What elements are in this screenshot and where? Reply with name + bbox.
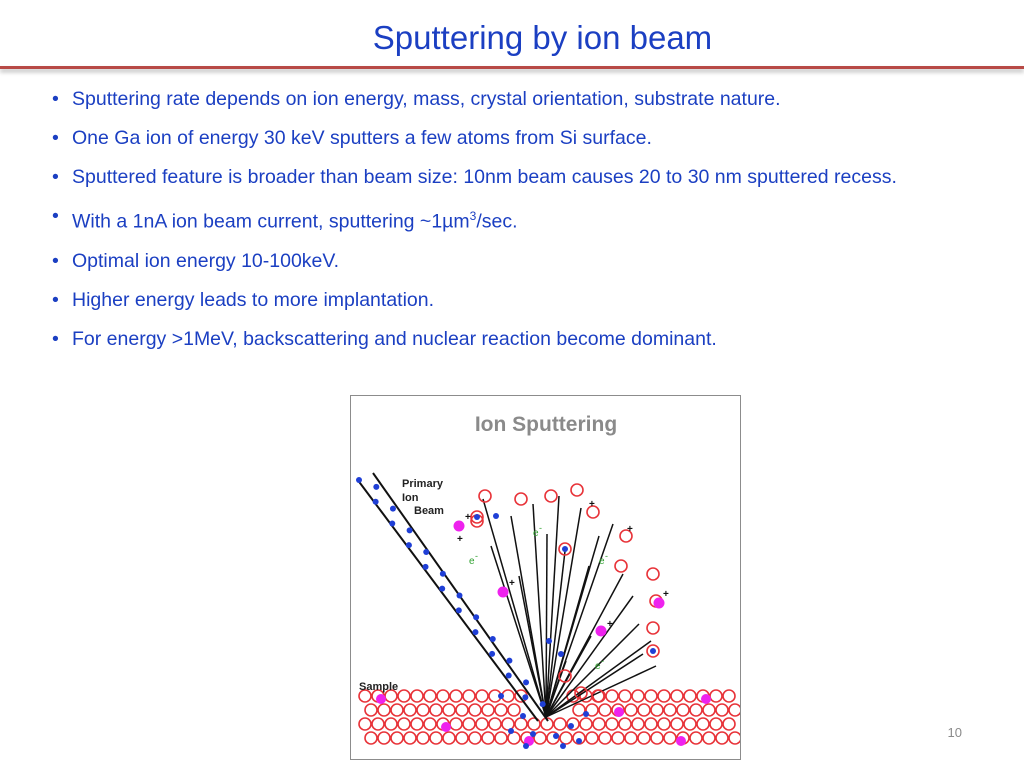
bullet-item (52, 246, 992, 276)
lattice-atom (411, 718, 423, 730)
beam-ion (373, 499, 379, 505)
lattice-atom (482, 732, 494, 744)
beam-ion (506, 673, 512, 679)
beam-ion (457, 593, 463, 599)
beam-ion (473, 614, 479, 620)
lattice-atom (365, 732, 377, 744)
bullet-text: Sputtered feature is broader than beam size: 10nm beam causes 20 to 30 nm sputtered recess. (72, 166, 897, 188)
sputtered-atom (545, 490, 557, 502)
lattice-atom (703, 704, 715, 716)
bullet-dot-icon: • (52, 127, 59, 149)
bullet-text: /sec. (476, 210, 518, 233)
lattice-atom (632, 718, 644, 730)
bullet-item (52, 324, 992, 354)
implanted-ion (676, 736, 686, 746)
beam-ion (440, 571, 446, 577)
bullet-item (52, 162, 992, 192)
lattice-atom (651, 732, 663, 744)
lattice-atom (508, 704, 520, 716)
sputtered-ion-core (474, 514, 480, 520)
lattice-atom (716, 704, 728, 716)
lattice-atom (684, 718, 696, 730)
beam-ion (373, 484, 379, 490)
lattice-atom (365, 704, 377, 716)
blue-particle (583, 711, 589, 717)
electron-label: e (599, 556, 605, 567)
lattice-atom (638, 732, 650, 744)
beam-label-line-2: Ion (402, 492, 419, 504)
lattice-atom (502, 718, 514, 730)
bullet-text: For energy >1MeV, backscattering and nuclear reaction become dominant. (72, 327, 717, 350)
bullet-text: Sputtering rate depends on ion energy, mass, crystal orientation, substrate nature. (72, 88, 781, 110)
lattice-atom (599, 704, 611, 716)
lattice-atom (515, 718, 527, 730)
beam-label-line-1: Primary (402, 478, 443, 490)
lattice-atom (645, 690, 657, 702)
blue-particle (508, 728, 514, 734)
beam-ion (506, 658, 512, 664)
bullet-dot-icon: • (52, 166, 59, 188)
sputtered-atom (571, 484, 583, 496)
bullet-item (52, 285, 992, 315)
lattice-atom (677, 704, 689, 716)
lattice-atom (476, 690, 488, 702)
figure-title: Ion Sputtering (474, 413, 618, 436)
beam-ion (472, 629, 478, 635)
sputtered-ion-core (650, 648, 656, 654)
lattice-atom (398, 690, 410, 702)
implanted-ion (441, 722, 451, 732)
sputtered-atom (615, 560, 627, 572)
beam-ion (389, 520, 395, 526)
sputter-track (546, 534, 547, 717)
ion-plus-sign: + (509, 578, 515, 589)
lattice-atom (658, 718, 670, 730)
lattice-atom (599, 732, 611, 744)
blue-particle (560, 743, 566, 749)
sputtered-ion (498, 587, 509, 598)
lattice-atom (729, 732, 740, 744)
lattice-atom (632, 690, 644, 702)
sample-label: Sample (359, 681, 399, 693)
bullet-list (52, 84, 992, 363)
slide-title: Sputtering by ion beam (372, 19, 713, 56)
ion-plus-sign: + (589, 499, 595, 510)
beam-ion (423, 564, 429, 570)
lattice-atom (359, 718, 371, 730)
implanted-ion (376, 694, 386, 704)
lattice-atom (619, 690, 631, 702)
sputtered-atom (479, 490, 491, 502)
blue-particle (558, 651, 564, 657)
lattice-atom (619, 718, 631, 730)
lattice-atom (463, 690, 475, 702)
lattice-atom (580, 718, 592, 730)
beam-ion (407, 527, 413, 533)
bullet-text: Higher energy leads to more implantation. (72, 288, 435, 311)
lattice-atom (729, 704, 740, 716)
beam-ion (522, 694, 528, 700)
blue-particle (493, 513, 499, 519)
lattice-atom (638, 704, 650, 716)
lattice-atom (456, 704, 468, 716)
bullet-item (52, 84, 992, 114)
electron-sign: - (539, 523, 542, 533)
title-divider (0, 66, 1024, 69)
bullet-dot-icon: • (52, 88, 59, 110)
blue-particle (498, 693, 504, 699)
lattice-atom (430, 732, 442, 744)
lattice-atom (684, 690, 696, 702)
lattice-atom (378, 732, 390, 744)
lattice-atom (560, 732, 572, 744)
beam-ion (489, 651, 495, 657)
lattice-atom (469, 704, 481, 716)
lattice-atom (443, 732, 455, 744)
lattice-atom (437, 690, 449, 702)
lattice-atom (456, 732, 468, 744)
lattice-atom (404, 732, 416, 744)
lattice-atom (690, 732, 702, 744)
lattice-atom (450, 718, 462, 730)
beam-ion (439, 586, 445, 592)
sputtered-ion-core (562, 546, 568, 552)
ion-plus-sign: + (465, 512, 471, 523)
lattice-atom (495, 704, 507, 716)
blue-particle (553, 733, 559, 739)
lattice-atom (606, 718, 618, 730)
blue-particle (523, 743, 529, 749)
lattice-atom (625, 732, 637, 744)
beam-ion (523, 679, 529, 685)
lattice-atom (443, 704, 455, 716)
lattice-atom (391, 732, 403, 744)
electron-label: e (533, 528, 539, 539)
lattice-atom (417, 704, 429, 716)
lattice-atom (489, 718, 501, 730)
lattice-atom (391, 704, 403, 716)
lattice-atom (671, 690, 683, 702)
blue-particle (546, 638, 552, 644)
bullet-item (52, 123, 992, 153)
lattice-atom (645, 718, 657, 730)
beam-label-line-3: Beam (414, 505, 444, 517)
electron-label: e (469, 556, 475, 567)
bullet-dot-icon: • (52, 327, 59, 350)
beam-ion (540, 701, 546, 707)
bullet-text: With a 1nA ion beam current, sputtering ~1µm (72, 210, 470, 233)
blue-particle (568, 723, 574, 729)
lattice-atom (651, 704, 663, 716)
electron-sign: - (605, 551, 608, 561)
lattice-atom (658, 690, 670, 702)
lattice-atom (411, 690, 423, 702)
ion-sputtering-diagram (351, 396, 740, 759)
beam-ion (490, 636, 496, 642)
beam-ion (390, 506, 396, 512)
lattice-atom (612, 732, 624, 744)
ion-plus-sign: + (607, 619, 613, 630)
lattice-atom (723, 690, 735, 702)
bullet-item (52, 201, 992, 237)
implanted-ion (614, 707, 624, 717)
beam-ion (356, 477, 362, 483)
sputtered-ion (454, 521, 465, 532)
bullet-dot-icon: • (52, 249, 59, 272)
ion-sputtering-figure (350, 395, 741, 760)
lattice-atom (710, 718, 722, 730)
lattice-atom (417, 732, 429, 744)
lattice-atom (430, 704, 442, 716)
lattice-atom (469, 732, 481, 744)
sputtered-atom (647, 622, 659, 634)
lattice-atom (593, 718, 605, 730)
sputtered-ion (596, 626, 607, 637)
lattice-atom (554, 718, 566, 730)
lattice-atom (463, 718, 475, 730)
lattice-atom (404, 704, 416, 716)
lattice-atom (697, 718, 709, 730)
electron-label: e (595, 661, 601, 672)
ion-plus-sign: + (457, 534, 463, 545)
sputtered-atom (647, 568, 659, 580)
blue-particle (520, 713, 526, 719)
blue-particle (530, 731, 536, 737)
beam-ion (406, 542, 412, 548)
blue-particle (576, 738, 582, 744)
lattice-atom (664, 732, 676, 744)
lattice-atom (385, 718, 397, 730)
bullet-dot-icon: • (52, 205, 59, 227)
lattice-atom (690, 704, 702, 716)
lattice-atom (664, 704, 676, 716)
electron-sign: - (601, 656, 604, 666)
lattice-atom (378, 704, 390, 716)
bullet-dot-icon: • (52, 288, 59, 311)
lattice-atom (606, 690, 618, 702)
beam-ion (423, 549, 429, 555)
lattice-atom (508, 732, 520, 744)
lattice-atom (671, 718, 683, 730)
lattice-atom (703, 732, 715, 744)
lattice-atom (716, 732, 728, 744)
lattice-atom (586, 732, 598, 744)
lattice-atom (482, 704, 494, 716)
ion-plus-sign: + (663, 589, 669, 600)
lattice-atom (450, 690, 462, 702)
lattice-atom (625, 704, 637, 716)
lattice-atom (372, 718, 384, 730)
lattice-atom (424, 690, 436, 702)
lattice-atom (424, 718, 436, 730)
implanted-ion (701, 694, 711, 704)
sputtered-atom (515, 493, 527, 505)
page-number: 10 (947, 725, 962, 740)
lattice-atom (710, 690, 722, 702)
bullet-text: One Ga ion of energy 30 keV sputters a few atoms from Si surface. (72, 127, 652, 149)
bullet-superscript: 3 (469, 209, 477, 223)
electron-sign: - (475, 551, 478, 561)
lattice-atom (495, 732, 507, 744)
lattice-atom (476, 718, 488, 730)
lattice-atom (723, 718, 735, 730)
ion-plus-sign: + (627, 524, 633, 535)
lattice-atom (398, 718, 410, 730)
beam-ion (456, 607, 462, 613)
bullet-text: Optimal ion energy 10-100keV. (72, 249, 340, 272)
